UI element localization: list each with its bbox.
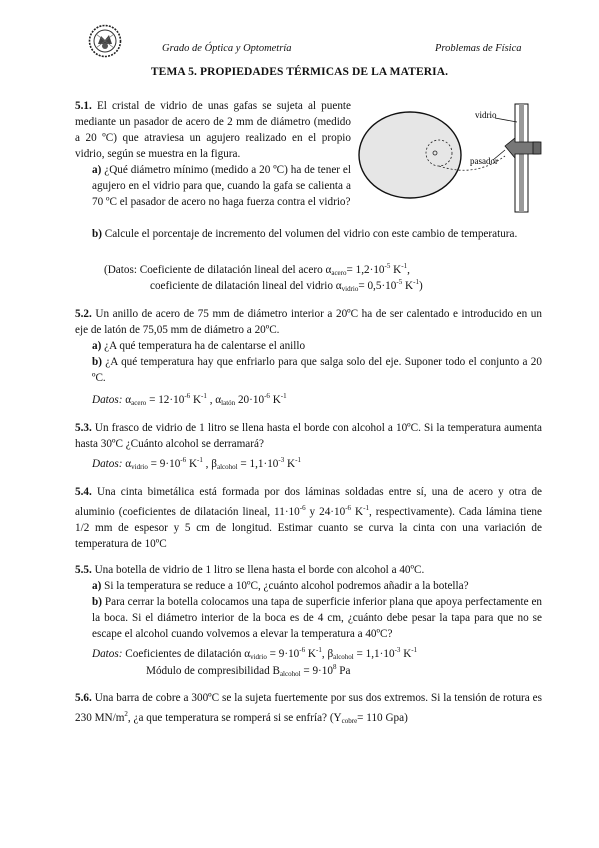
problem-5-5-data: Datos: Coeficientes de dilatación $\alpha_{vidrio} = 9\cdot 10^{-6}$ $K^{-1}$, $\beta_{alcohol} = 1,1\cdot 10^{-3}$ $K^{-1}$ — [92, 646, 418, 661]
header-course: Grado de Óptica y Optometría — [162, 43, 292, 54]
problem-5-4: 5.4. Una cinta bimetálica está formada por dos láminas soldadas entre sí, una de acero y otra de aluminio (coeficientes de dilatación lineal, $11\cdot 10^{-6}$ y $24\cdot 10^{-6}$ $K^{-1}$, respectivamente). Cada lámina tiene 1/2 mm de espesor y 5 cm de longitud. Estimar cuanto se curva la cinta con una variación de temperatura de 10ºC — [75, 486, 543, 550]
problem-5-1-b: b) Calcule el porcentaje de incremento del volumen del vidrio con este cambio de temperatura. — [92, 228, 518, 240]
problem-5-1-data-line2: coeficiente de dilatación lineal del vidrio $\alpha_{vidrio}= 0,5\cdot 10^{-5}$ $K^{-1}$) — [150, 278, 423, 293]
problem-5-5-data-line2: Módulo de compresibilidad $B_{alcohol} = 9\cdot 10^8$ Pa — [146, 663, 351, 678]
problem-5-2-b: b) ¿A qué temperatura hay que enfriarlo para que salga solo del eje. Suponer todo el conjunto a 20 ºC. — [92, 356, 542, 384]
problem-5-6: 5.6. Una barra de cobre a 300ºC se la sujeta fuertemente por sus dos extremos. Si la tensión de rotura es 230 $MN/m^2$, ¿a que temperatura se romperá si se enfría? ($Y_{cobre}= 110$ Gpa) — [75, 692, 542, 725]
problem-5-5-a: a) Si la temperatura se reduce a 10ºC, ¿cuánto alcohol podremos añadir a la botella? — [92, 580, 469, 592]
problem-5-1-data-line1: (Datos: Coeficiente de dilatación lineal del acero $\alpha_{acero}= 1,2\cdot 10^{-5}$ $K^{-1}$, — [104, 262, 410, 277]
problem-5-2-a: a) ¿A qué temperatura ha de calentarse el anillo — [92, 340, 306, 352]
label-vidrio: vidrio — [475, 110, 497, 120]
problem-5-5-b: b) Para cerrar la botella colocamos una tapa de superficie inferior plana que apoya perfectamente en la boca. Si el diámetro interior de la boca es de 4 cm, ¿cuánto debe pesar la tapa para que no se escape el alcohol cuando volvemos a elevar la temperatura a 40ºC? — [92, 596, 543, 640]
problem-text: El cristal de vidrio de unas gafas se sujeta al puente mediante un pasador de acero de 2 mm de diámetro (medido a 20 ºC) que atraviesa un agujero realizado en el propio vidrio, según se muestra en la figura. — [75, 100, 351, 160]
university-seal-logo — [88, 24, 122, 58]
problem-5-5: 5.5. Una botella de vidrio de 1 litro se llena hasta el borde con alcohol a 40ºC. — [75, 564, 425, 576]
glasses-pin-figure — [355, 98, 551, 216]
page-title: TEMA 5. PROPIEDADES TÉRMICAS DE LA MATERIA. — [150, 66, 449, 78]
problem-5-2-data: Datos: $\alpha_{acero} = 12\cdot 10^{-6}$ $K^{-1}$ , $\alpha_{latón}$ $20\cdot 10^{-6}$ $K^{-1}$ — [92, 392, 287, 407]
problem-number: 5.1. — [75, 100, 92, 112]
label-pasador: pasador — [470, 156, 498, 166]
problem-5-1-a: a) ¿Qué diámetro mínimo (medido a 20 ºC) ha de tener el agujero en el vidrio para que, cuando la gafa se calienta a 70 ºC el pasador de acero no haga fuerza contra el vidrio? — [92, 164, 352, 208]
problem-5-3-data: Datos: $\alpha_{vidrio} = 9\cdot 10^{-6}$ $K^{-1}$ , $\beta_{alcohol} = 1,1\cdot 10^{-3}$ $K^{-1}$ — [92, 456, 301, 471]
problem-5-1 — [75, 98, 351, 162]
problem-5-3: 5.3. Un frasco de vidrio de 1 litro se llena hasta el borde con alcohol a 10ºC. Si la temperatura aumenta hasta 30ºC ¿Cuánto alcohol se derramará? — [75, 422, 542, 450]
problem-5-2: 5.2. Un anillo de acero de 75 mm de diámetro interior a 20ºC ha de ser calentado e introducido en un eje de latón de 75,05 mm de diámetro a 20ºC. — [75, 308, 542, 336]
header-subject: Problemas de Física — [435, 43, 522, 54]
